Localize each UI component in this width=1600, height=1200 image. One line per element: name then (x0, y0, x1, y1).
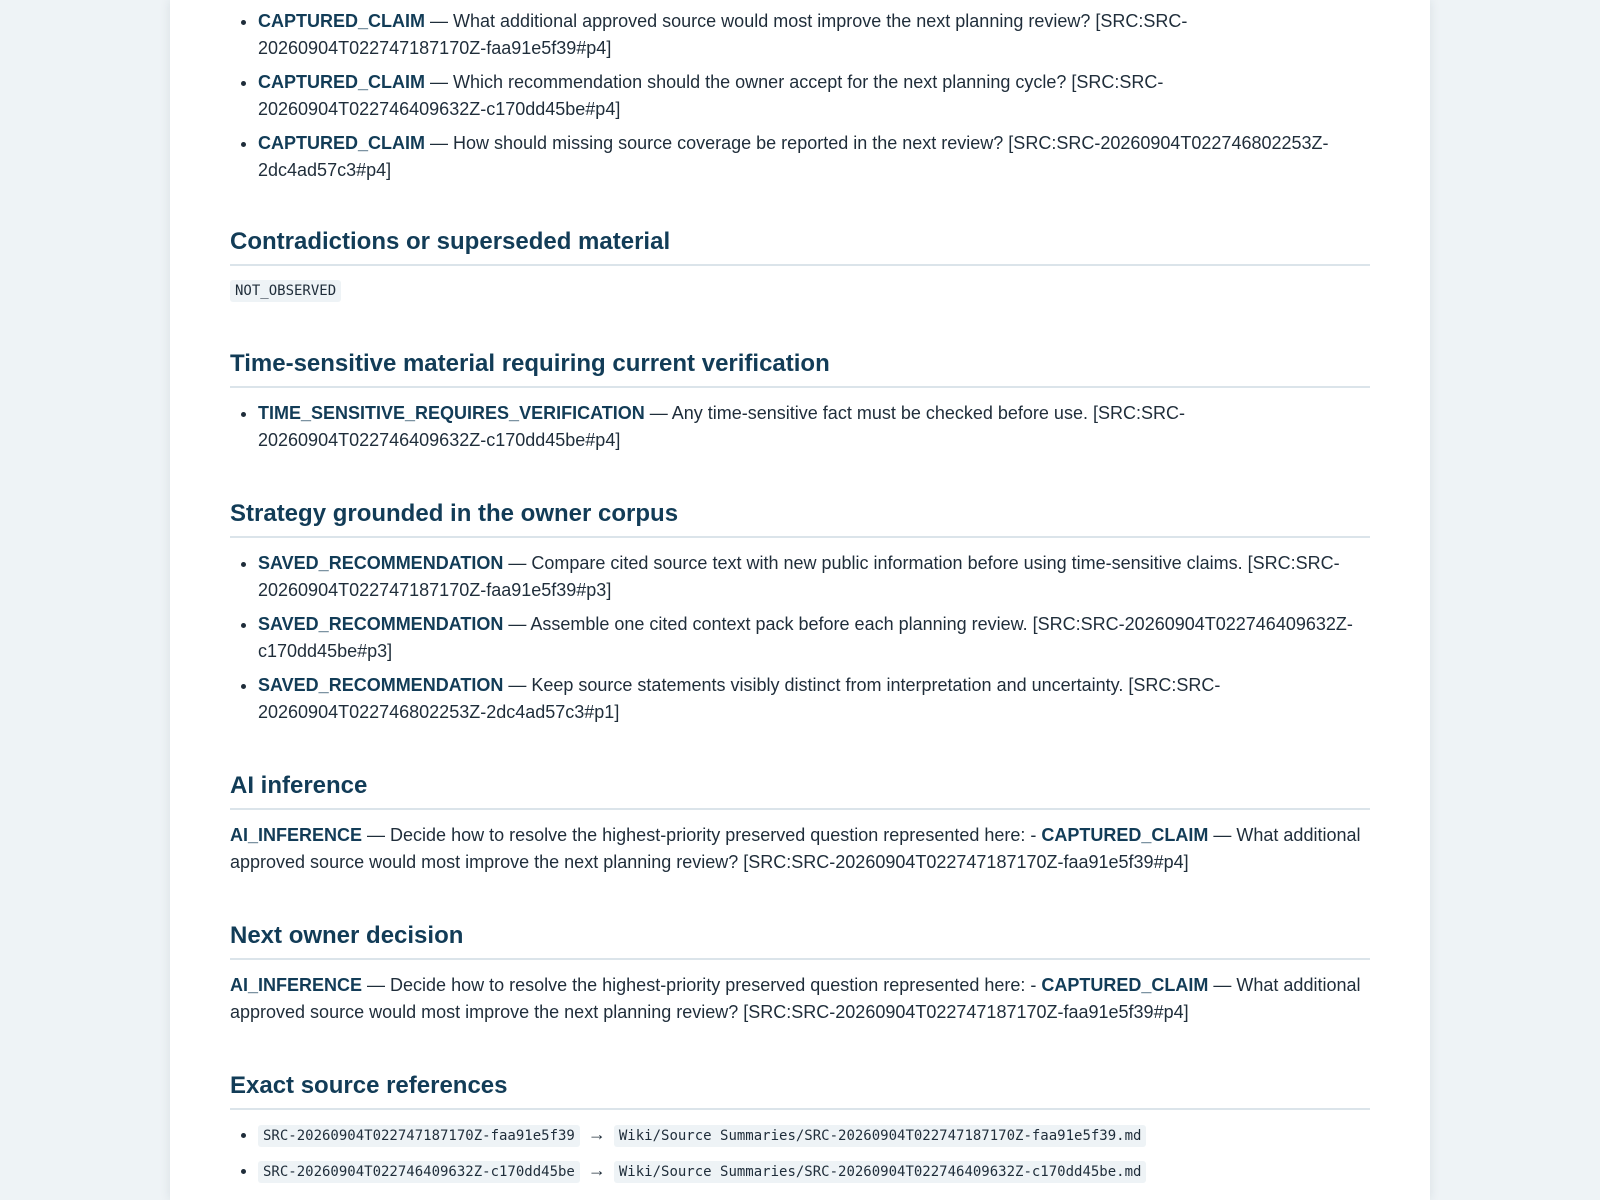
time-sensitive-list (230, 400, 1370, 454)
source-path: Wiki/Source Summaries/SRC-20260904T022746409632Z-c170dd45be.md (614, 1161, 1147, 1183)
item-label: CAPTURED_CLAIM (258, 72, 426, 92)
item-label: SAVED_RECOMMENDATION (258, 553, 504, 573)
item-text: — Keep source statements visibly distinct from interpretation and uncertainty. [SRC:SRC-20260904T022746802253Z-2dc4ad57c3#p1] (258, 675, 1221, 722)
list-item (258, 611, 1370, 665)
references-section (230, 1070, 1370, 1194)
section-heading: Contradictions or superseded material (230, 226, 1370, 266)
item-label: CAPTURED_CLAIM (258, 11, 426, 31)
claim-label: CAPTURED_CLAIM (1041, 825, 1209, 845)
section-heading: Strategy grounded in the owner corpus (230, 498, 1370, 538)
inference-text: — Decide how to resolve the highest-priority preserved question represented here: - (362, 975, 1042, 995)
list-item (258, 400, 1370, 454)
ai-inference-paragraph (230, 822, 1370, 876)
item-text: — What additional approved source would most improve the next planning review? [SRC:SRC-20260904T022747187170Z-faa91e5f39#p4] (258, 11, 1188, 58)
strategy-section (230, 498, 1370, 733)
captured-claims-section (230, 8, 1370, 191)
list-item (258, 8, 1370, 62)
item-label: CAPTURED_CLAIM (258, 133, 426, 153)
source-id: SRC-20260904T022747187170Z-faa91e5f39 (258, 1125, 580, 1147)
reference-item (258, 1158, 1370, 1184)
status-code: NOT_OBSERVED (230, 280, 341, 302)
claim-text: — What additional approved source would most improve the next planning review? [SRC:SRC-20260904T022747187170Z-faa91e5f39#p4] (230, 825, 1361, 872)
item-label: TIME_SENSITIVE_REQUIRES_VERIFICATION (258, 403, 645, 423)
inference-label: AI_INFERENCE (230, 825, 363, 845)
list-item (258, 130, 1370, 184)
item-label: SAVED_RECOMMENDATION (258, 675, 504, 695)
ai-inference-section (230, 770, 1370, 876)
section-heading: AI inference (230, 770, 1370, 810)
next-decision-section (230, 920, 1370, 1026)
item-text: — Any time-sensitive fact must be checked before use. [SRC:SRC-20260904T022746409632Z-c170dd45be#p4] (258, 403, 1185, 450)
section-heading: Exact source references (230, 1070, 1370, 1110)
item-text: — Compare cited source text with new public information before using time-sensitive claims. [SRC:SRC-20260904T022747187170Z-faa91e5f39#p3] (258, 553, 1340, 600)
references-list (230, 1122, 1370, 1184)
arrow-icon: → (587, 1160, 606, 1180)
source-id: SRC-20260904T022746409632Z-c170dd45be (258, 1161, 580, 1183)
item-text: — Assemble one cited context pack before each planning review. [SRC:SRC-20260904T022746409632Z-c170dd45be#p3] (258, 614, 1353, 661)
time-sensitive-section (230, 348, 1370, 461)
item-text: — Which recommendation should the owner accept for the next planning cycle? [SRC:SRC-20260904T022746409632Z-c170dd45be#p4] (258, 72, 1164, 119)
item-text: — How should missing source coverage be reported in the next review? [SRC:SRC-20260904T022746802253Z-2dc4ad57c3#p4] (258, 133, 1329, 180)
next-decision-paragraph (230, 972, 1370, 1026)
contradictions-section (230, 226, 1370, 300)
list-item (258, 550, 1370, 604)
claim-label: CAPTURED_CLAIM (1041, 975, 1209, 995)
captured-claims-list (230, 8, 1370, 184)
inference-text: — Decide how to resolve the highest-priority preserved question represented here: - (362, 825, 1042, 845)
section-heading: Next owner decision (230, 920, 1370, 960)
arrow-icon: → (587, 1124, 606, 1144)
item-label: SAVED_RECOMMENDATION (258, 614, 504, 634)
section-heading: Time-sensitive material requiring current verification (230, 348, 1370, 388)
document-page (170, 0, 1430, 1200)
reference-item (258, 1122, 1370, 1148)
list-item (258, 672, 1370, 726)
list-item (258, 69, 1370, 123)
claim-text: — What additional approved source would most improve the next planning review? [SRC:SRC-20260904T022747187170Z-faa91e5f39#p4] (230, 975, 1361, 1022)
inference-label: AI_INFERENCE (230, 975, 363, 995)
source-path: Wiki/Source Summaries/SRC-20260904T022747187170Z-faa91e5f39.md (614, 1125, 1147, 1147)
strategy-list (230, 550, 1370, 726)
